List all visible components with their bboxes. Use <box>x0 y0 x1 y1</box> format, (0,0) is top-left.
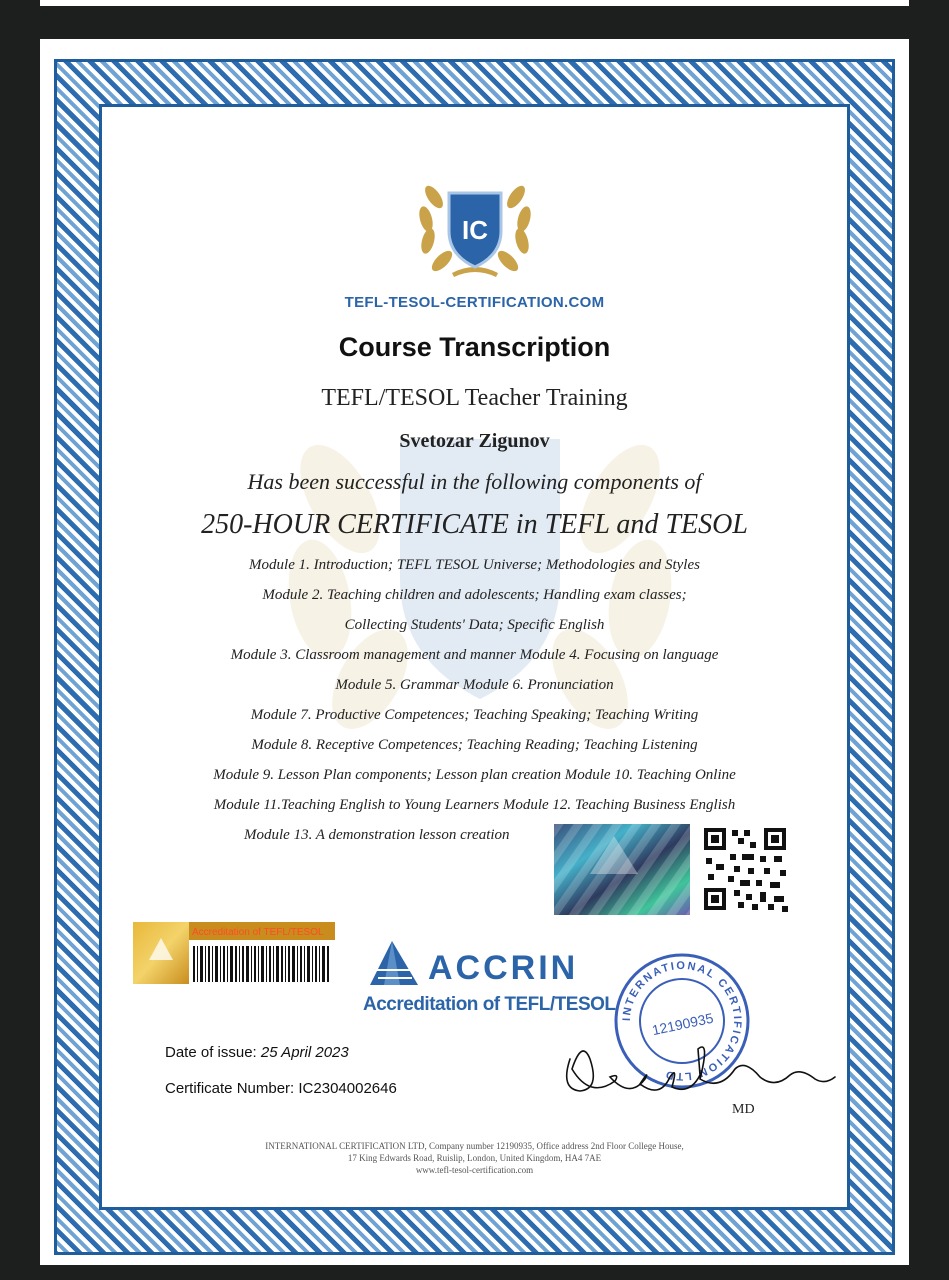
accreditation-barcode <box>133 922 335 984</box>
hologram-seal <box>554 824 690 915</box>
issue-date <box>165 1044 349 1061</box>
module-line: Collecting Students' Data; Specific English <box>344 617 605 633</box>
issue-date-label: Date of issue: <box>165 1044 257 1061</box>
course-subtitle: TEFL/TESOL Teacher Training <box>321 385 628 411</box>
certificate-number-label: Certificate Number: <box>165 1080 295 1097</box>
issue-date-value: 25 April 2023 <box>260 1044 349 1061</box>
top-bar <box>40 0 909 6</box>
module-line: Module 11.Teaching English to Young Learners Module 12. Teaching Business English <box>213 797 736 813</box>
accrin-logo <box>370 939 600 989</box>
module-line: Module 13. A demonstration lesson creation <box>244 827 510 843</box>
footer-line: 17 King Edwards Road, Ruislip, London, United Kingdom, HA4 7AE <box>347 1153 602 1163</box>
module-line: Module 5. Grammar Module 6. Pronunciation <box>335 677 614 693</box>
signer-suffix: MD <box>732 1102 755 1117</box>
success-statement: Has been successful in the following components of <box>247 469 702 494</box>
module-line: Module 9. Lesson Plan components; Lesson plan creation Module 10. Teaching Online <box>213 767 736 783</box>
signature <box>560 1029 840 1109</box>
ic-logo <box>412 169 538 281</box>
stamp-ring-text: INTERNATIONAL CERTIFICATION LTD <box>620 959 744 1083</box>
recipient-name: Svetozar Zigunov <box>399 430 550 452</box>
site-name: TEFL-TESOL-CERTIFICATION.COM <box>344 294 605 311</box>
module-line: Module 2. Teaching children and adolescents; Handling exam classes; <box>262 587 687 603</box>
module-line: Module 1. Introduction; TEFL TESOL Universe; Methodologies and Styles <box>249 557 700 573</box>
accrin-name: ACCRIN <box>428 949 579 987</box>
certificate-page <box>40 39 909 1265</box>
footer-line: www.tefl-tesol-certification.com <box>415 1165 534 1175</box>
accrin-tagline: Accreditation of TEFL/TESOL <box>363 994 616 1015</box>
footer-line: INTERNATIONAL CERTIFICATION LTD, Company number 12190935, Office address 2nd Floor College House, <box>265 1141 684 1151</box>
qr-code <box>694 824 798 915</box>
logo-initials: IC <box>462 215 488 245</box>
stamp-number: 12190935 <box>650 1009 715 1039</box>
certificate-number-value: IC2304002646 <box>298 1080 397 1097</box>
barcode-label: Accreditation of TEFL/TESOL <box>192 927 324 938</box>
certificate-number <box>165 1080 397 1097</box>
footer <box>40 1140 909 1176</box>
certificate-name: 250-HOUR CERTIFICATE in TEFL and TESOL <box>201 509 748 540</box>
document-title: Course Transcription <box>338 332 611 362</box>
module-line: Module 8. Receptive Competences; Teaching Reading; Teaching Listening <box>251 737 698 753</box>
module-line: Module 3. Classroom management and manner Module 4. Focusing on language <box>230 647 719 663</box>
module-line: Module 7. Productive Competences; Teaching Speaking; Teaching Writing <box>250 707 699 723</box>
